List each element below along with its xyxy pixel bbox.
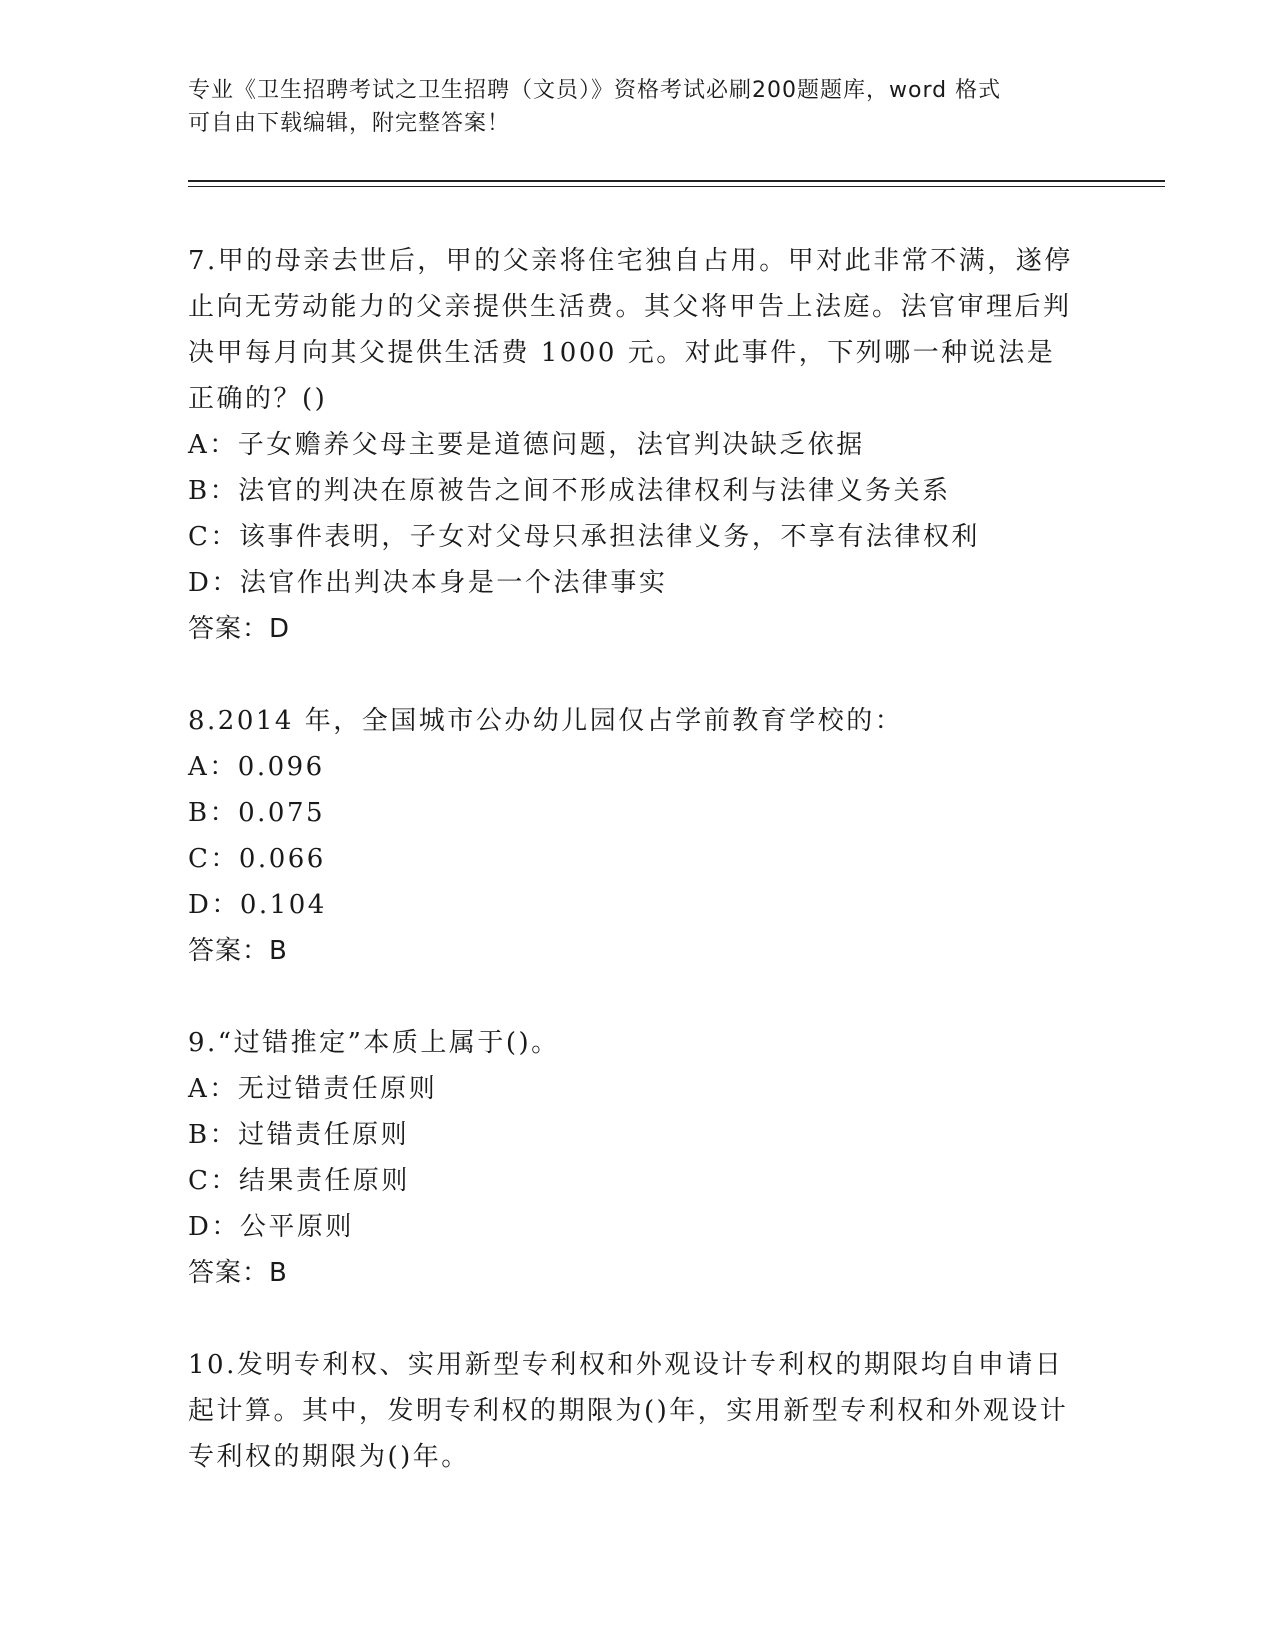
question-9 <box>188 1020 1083 1296</box>
header-title-line-2: 可自由下载编辑，附完整答案！ <box>188 111 511 136</box>
document-header <box>188 74 1088 140</box>
option-a: A：无过错责任原则 <box>188 1074 438 1104</box>
question-text: 7.甲的母亲去世后，甲的父亲将住宅独自占用。甲对此非常不满，遂停止向无劳动能力的父亲提供生活费。其父将甲告上法庭。法官审理后判决甲每月向其父提供生活费 1000 元。对此事件，下列哪一种说法是正确的？() <box>188 246 1073 414</box>
option-a: A：子女赡养父母主要是道德问题，法官判决缺乏依据 <box>188 430 865 460</box>
question-10 <box>188 1342 1083 1480</box>
option-d: D：公平原则 <box>188 1212 354 1242</box>
option-d: D：0.104 <box>188 890 327 920</box>
question-8 <box>188 698 1083 974</box>
answer-line: 答案：B <box>188 1258 288 1288</box>
header-divider-thick <box>188 180 1165 182</box>
option-b: B：过错责任原则 <box>188 1120 410 1150</box>
header-divider-thin <box>188 186 1165 187</box>
question-7 <box>188 238 1083 652</box>
answer-line: 答案：B <box>188 936 288 966</box>
option-c: C：该事件表明，子女对父母只承担法律义务，不享有法律权利 <box>188 522 980 552</box>
option-a: A：0.096 <box>188 752 325 782</box>
question-text: 8.2014 年，全国城市公办幼儿园仅占学前教育学校的： <box>188 706 904 736</box>
answer-line: 答案：D <box>188 614 291 644</box>
question-text: 9.“过错推定”本质上属于()。 <box>188 1028 560 1058</box>
option-c: C：0.066 <box>188 844 326 874</box>
question-text: 10.发明专利权、实用新型专利权和外观设计专利权的期限均自申请日起计算。其中，发明专利权的期限为()年，实用新型专利权和外观设计专利权的期限为()年。 <box>188 1350 1069 1472</box>
option-c: C：结果责任原则 <box>188 1166 410 1196</box>
option-b: B：0.075 <box>188 798 326 828</box>
option-d: D：法官作出判决本身是一个法律事实 <box>188 568 668 598</box>
header-title-line-1: 专业《卫生招聘考试之卫生招聘（文员）》资格考试必刷200题题库，word 格式 <box>188 78 1002 103</box>
option-b: B：法官的判决在原被告之间不形成法律权利与法律义务关系 <box>188 476 951 506</box>
